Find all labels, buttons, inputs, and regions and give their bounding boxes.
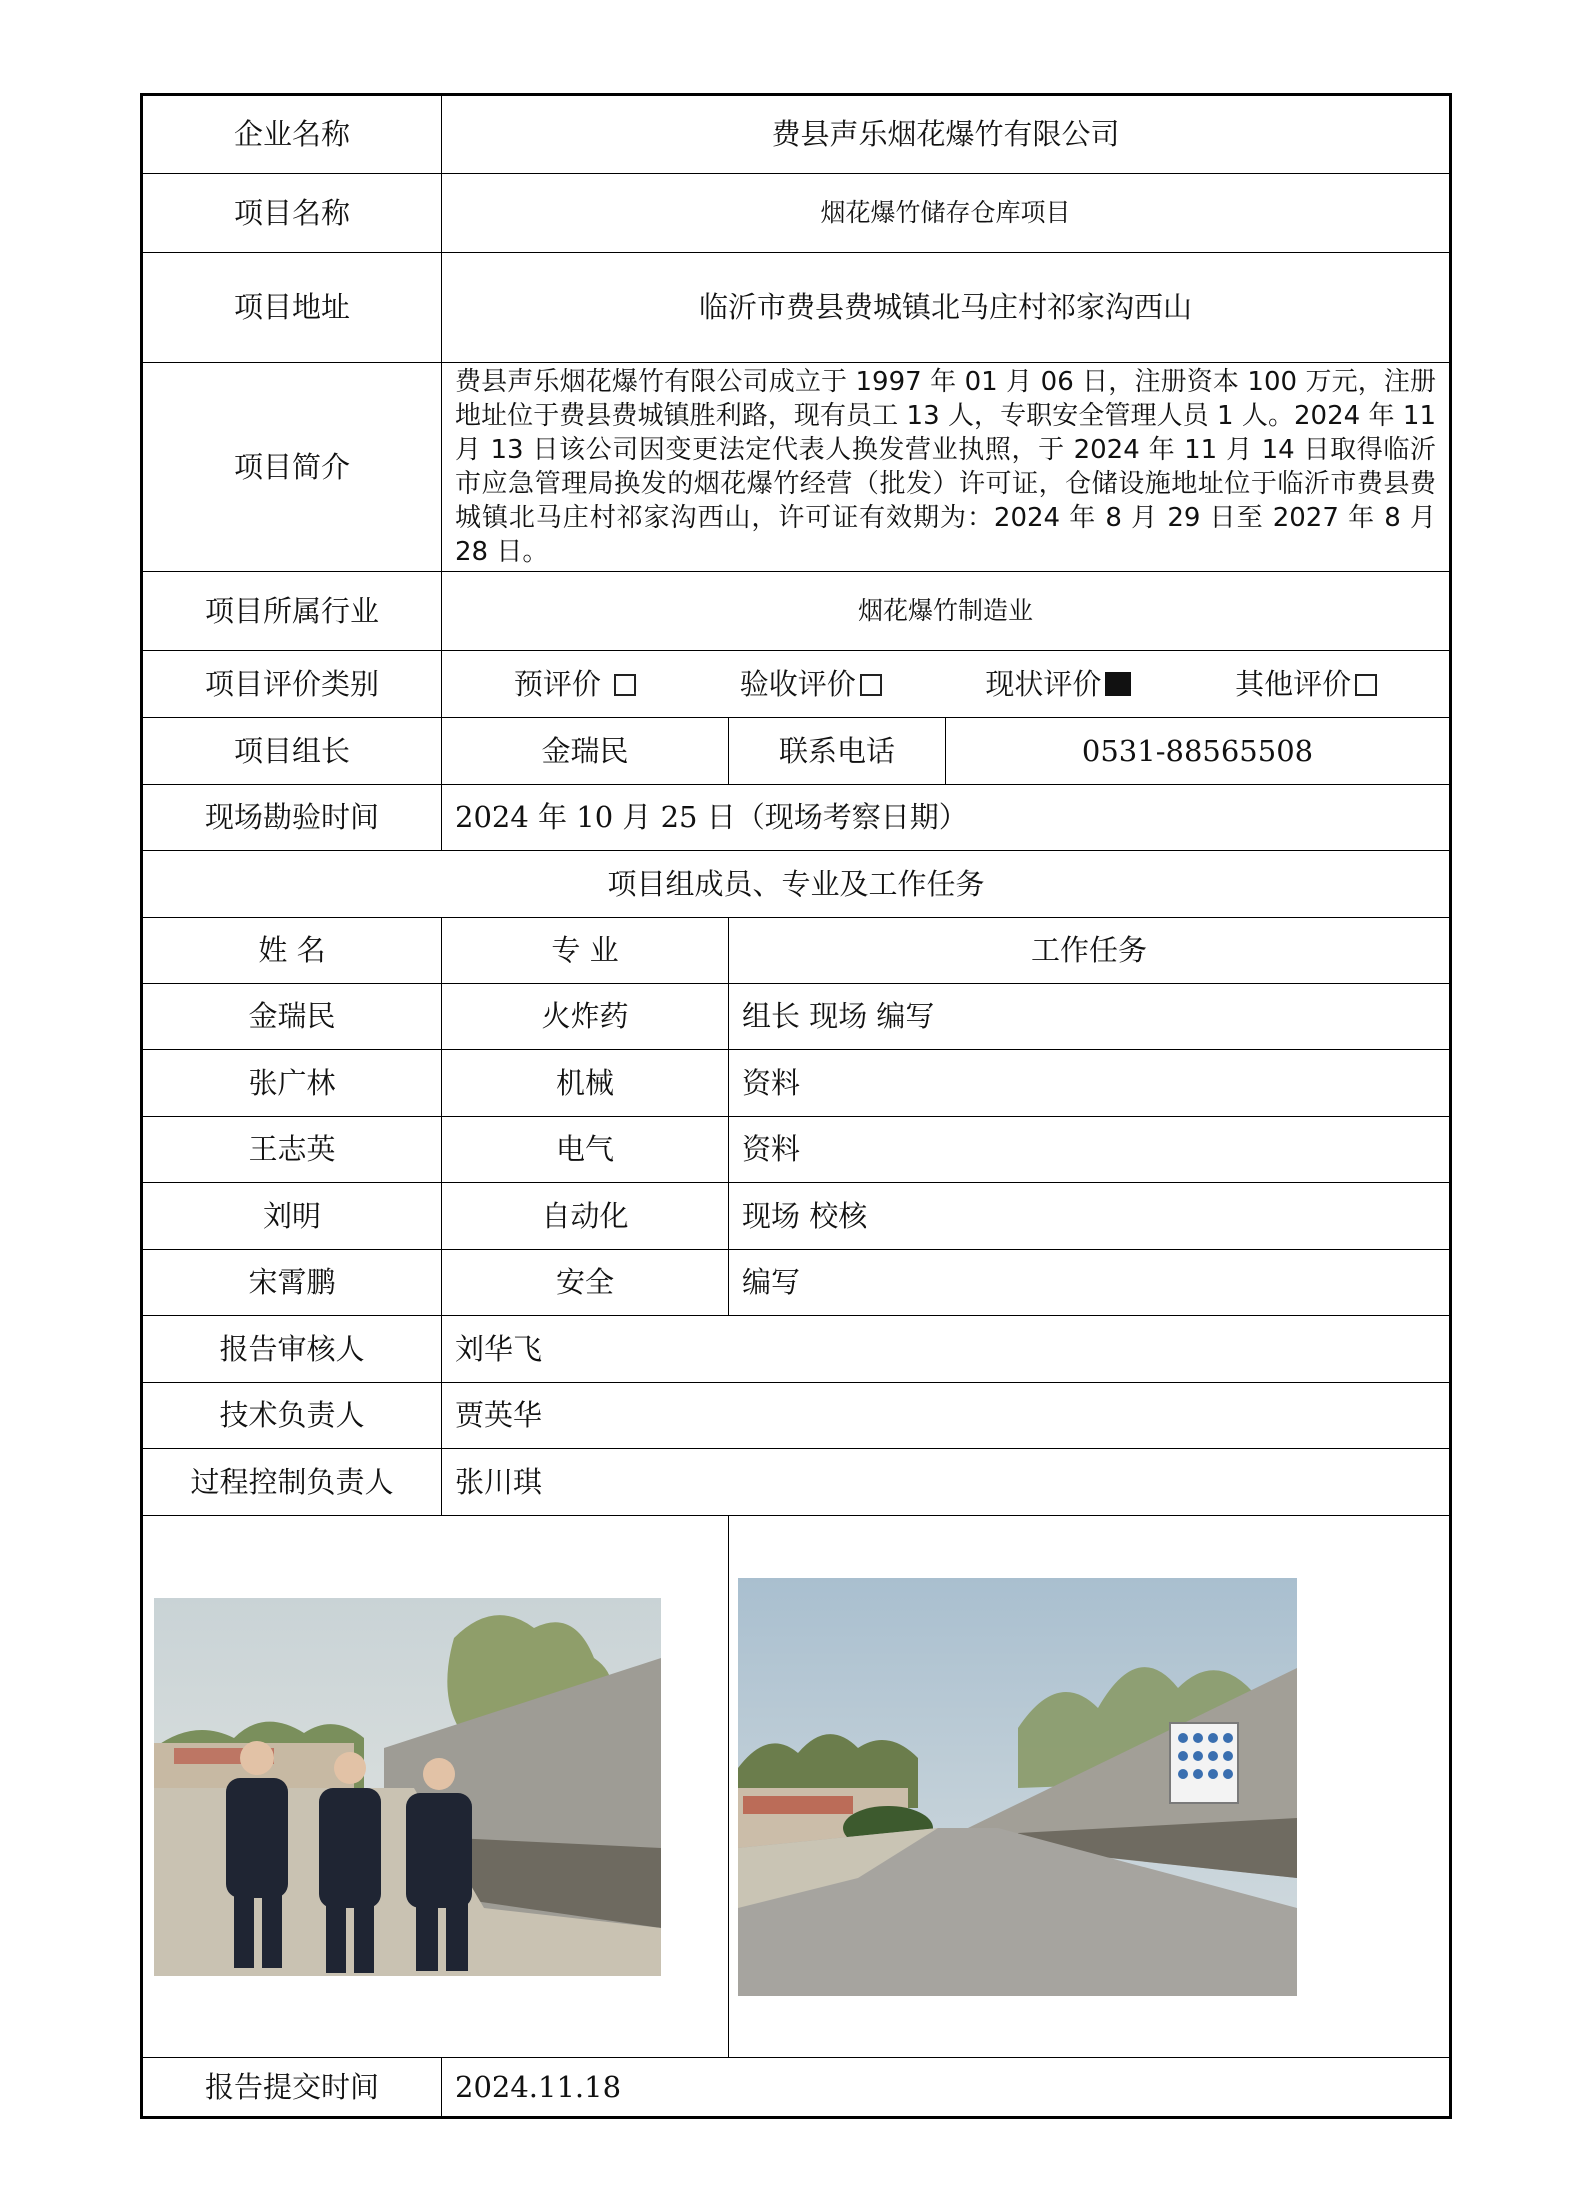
member-major: 火炸药 (442, 984, 729, 1050)
member-task: 资料 (729, 1050, 1451, 1117)
industry-value: 烟花爆竹制造业 (442, 572, 1451, 651)
project-intro-label: 项目简介 (142, 363, 442, 572)
checkbox-empty-icon (1355, 674, 1377, 696)
survey-label: 现场勘验时间 (142, 785, 442, 851)
members-header-name: 姓 名 (142, 918, 442, 984)
checkbox-filled-icon (1105, 672, 1131, 696)
table-row (142, 1183, 1451, 1250)
members-header-task: 工作任务 (729, 918, 1451, 984)
option-pre-evaluation[interactable]: 预评价 (514, 667, 636, 702)
table-row (142, 984, 1451, 1050)
member-task: 资料 (729, 1117, 1451, 1183)
reviewer-label: 报告审核人 (142, 1316, 442, 1383)
site-photo-team-image (154, 1598, 661, 1976)
checkbox-empty-icon (614, 674, 636, 696)
member-name: 宋霄鹏 (142, 1250, 442, 1316)
table-row (142, 1050, 1451, 1117)
survey-value: 2024 年 10 月 25 日（现场考察日期） (442, 785, 1451, 851)
table-row (142, 1117, 1451, 1183)
site-photo-road-image (738, 1578, 1297, 1996)
members-header-major: 专 业 (442, 918, 729, 984)
option-other-evaluation[interactable]: 其他评价 (1235, 667, 1377, 702)
industry-label: 项目所属行业 (142, 572, 442, 651)
photo-cell-left (142, 1516, 729, 2058)
photo-cell-right (729, 1516, 1451, 2058)
member-task: 编写 (729, 1250, 1451, 1316)
member-name: 金瑞民 (142, 984, 442, 1050)
project-name-value: 烟花爆竹储存仓库项目 (442, 174, 1451, 253)
project-intro-text: 费县声乐烟花爆竹有限公司成立于 1997 年 01 月 06 日，注册资本 100 万元，注册地址位于费县费城镇胜利路，现有员工 13 人，专职安全管理人员 1 人。2024 年 11 月 13 日该公司因变更法定代表人换发营业执照，于 2024 年 11 月 14 日取得临沂市应急管理局换发的烟花爆竹经营（批发）许可证，仓储设施地址位于临沂市费县费城镇北马庄村祁家沟西山，许可证有效期为：2024 年 8 月 29 日至 2027 年 8 月 28 日。 (442, 363, 1451, 572)
member-task: 组长 现场 编写 (729, 984, 1451, 1050)
leader-value: 金瑞民 (442, 718, 729, 785)
phone-value: 0531-88565508 (946, 718, 1451, 785)
member-name: 张广林 (142, 1050, 442, 1117)
member-name: 王志英 (142, 1117, 442, 1183)
submit-label: 报告提交时间 (142, 2058, 442, 2118)
checkbox-empty-icon (860, 674, 882, 696)
evaluation-type-options (442, 651, 1451, 718)
evaluation-type-label: 项目评价类别 (142, 651, 442, 718)
company-label: 企业名称 (142, 95, 442, 174)
project-address-value: 临沂市费县费城镇北马庄村祁家沟西山 (442, 253, 1451, 363)
leader-label: 项目组长 (142, 718, 442, 785)
site-photo-road (738, 1578, 1297, 1996)
members-title: 项目组成员、专业及工作任务 (142, 851, 1451, 918)
member-name: 刘明 (142, 1183, 442, 1250)
evaluation-info-form (140, 93, 1452, 2119)
reviewer-value: 刘华飞 (442, 1316, 1451, 1383)
tech-lead-label: 技术负责人 (142, 1383, 442, 1449)
process-lead-label: 过程控制负责人 (142, 1449, 442, 1516)
member-major: 安全 (442, 1250, 729, 1316)
project-name-label: 项目名称 (142, 174, 442, 253)
project-address-label: 项目地址 (142, 253, 442, 363)
member-major: 电气 (442, 1117, 729, 1183)
process-lead-value: 张川琪 (442, 1449, 1451, 1516)
submit-value: 2024.11.18 (442, 2058, 1451, 2118)
member-major: 自动化 (442, 1183, 729, 1250)
option-status-evaluation[interactable]: 现状评价 (985, 667, 1131, 702)
table-row (142, 1250, 1451, 1316)
member-major: 机械 (442, 1050, 729, 1117)
phone-label: 联系电话 (729, 718, 946, 785)
company-value: 费县声乐烟花爆竹有限公司 (442, 95, 1451, 174)
tech-lead-value: 贾英华 (442, 1383, 1451, 1449)
site-photo-team (154, 1598, 661, 1976)
option-acceptance-evaluation[interactable]: 验收评价 (740, 667, 882, 702)
member-task: 现场 校核 (729, 1183, 1451, 1250)
